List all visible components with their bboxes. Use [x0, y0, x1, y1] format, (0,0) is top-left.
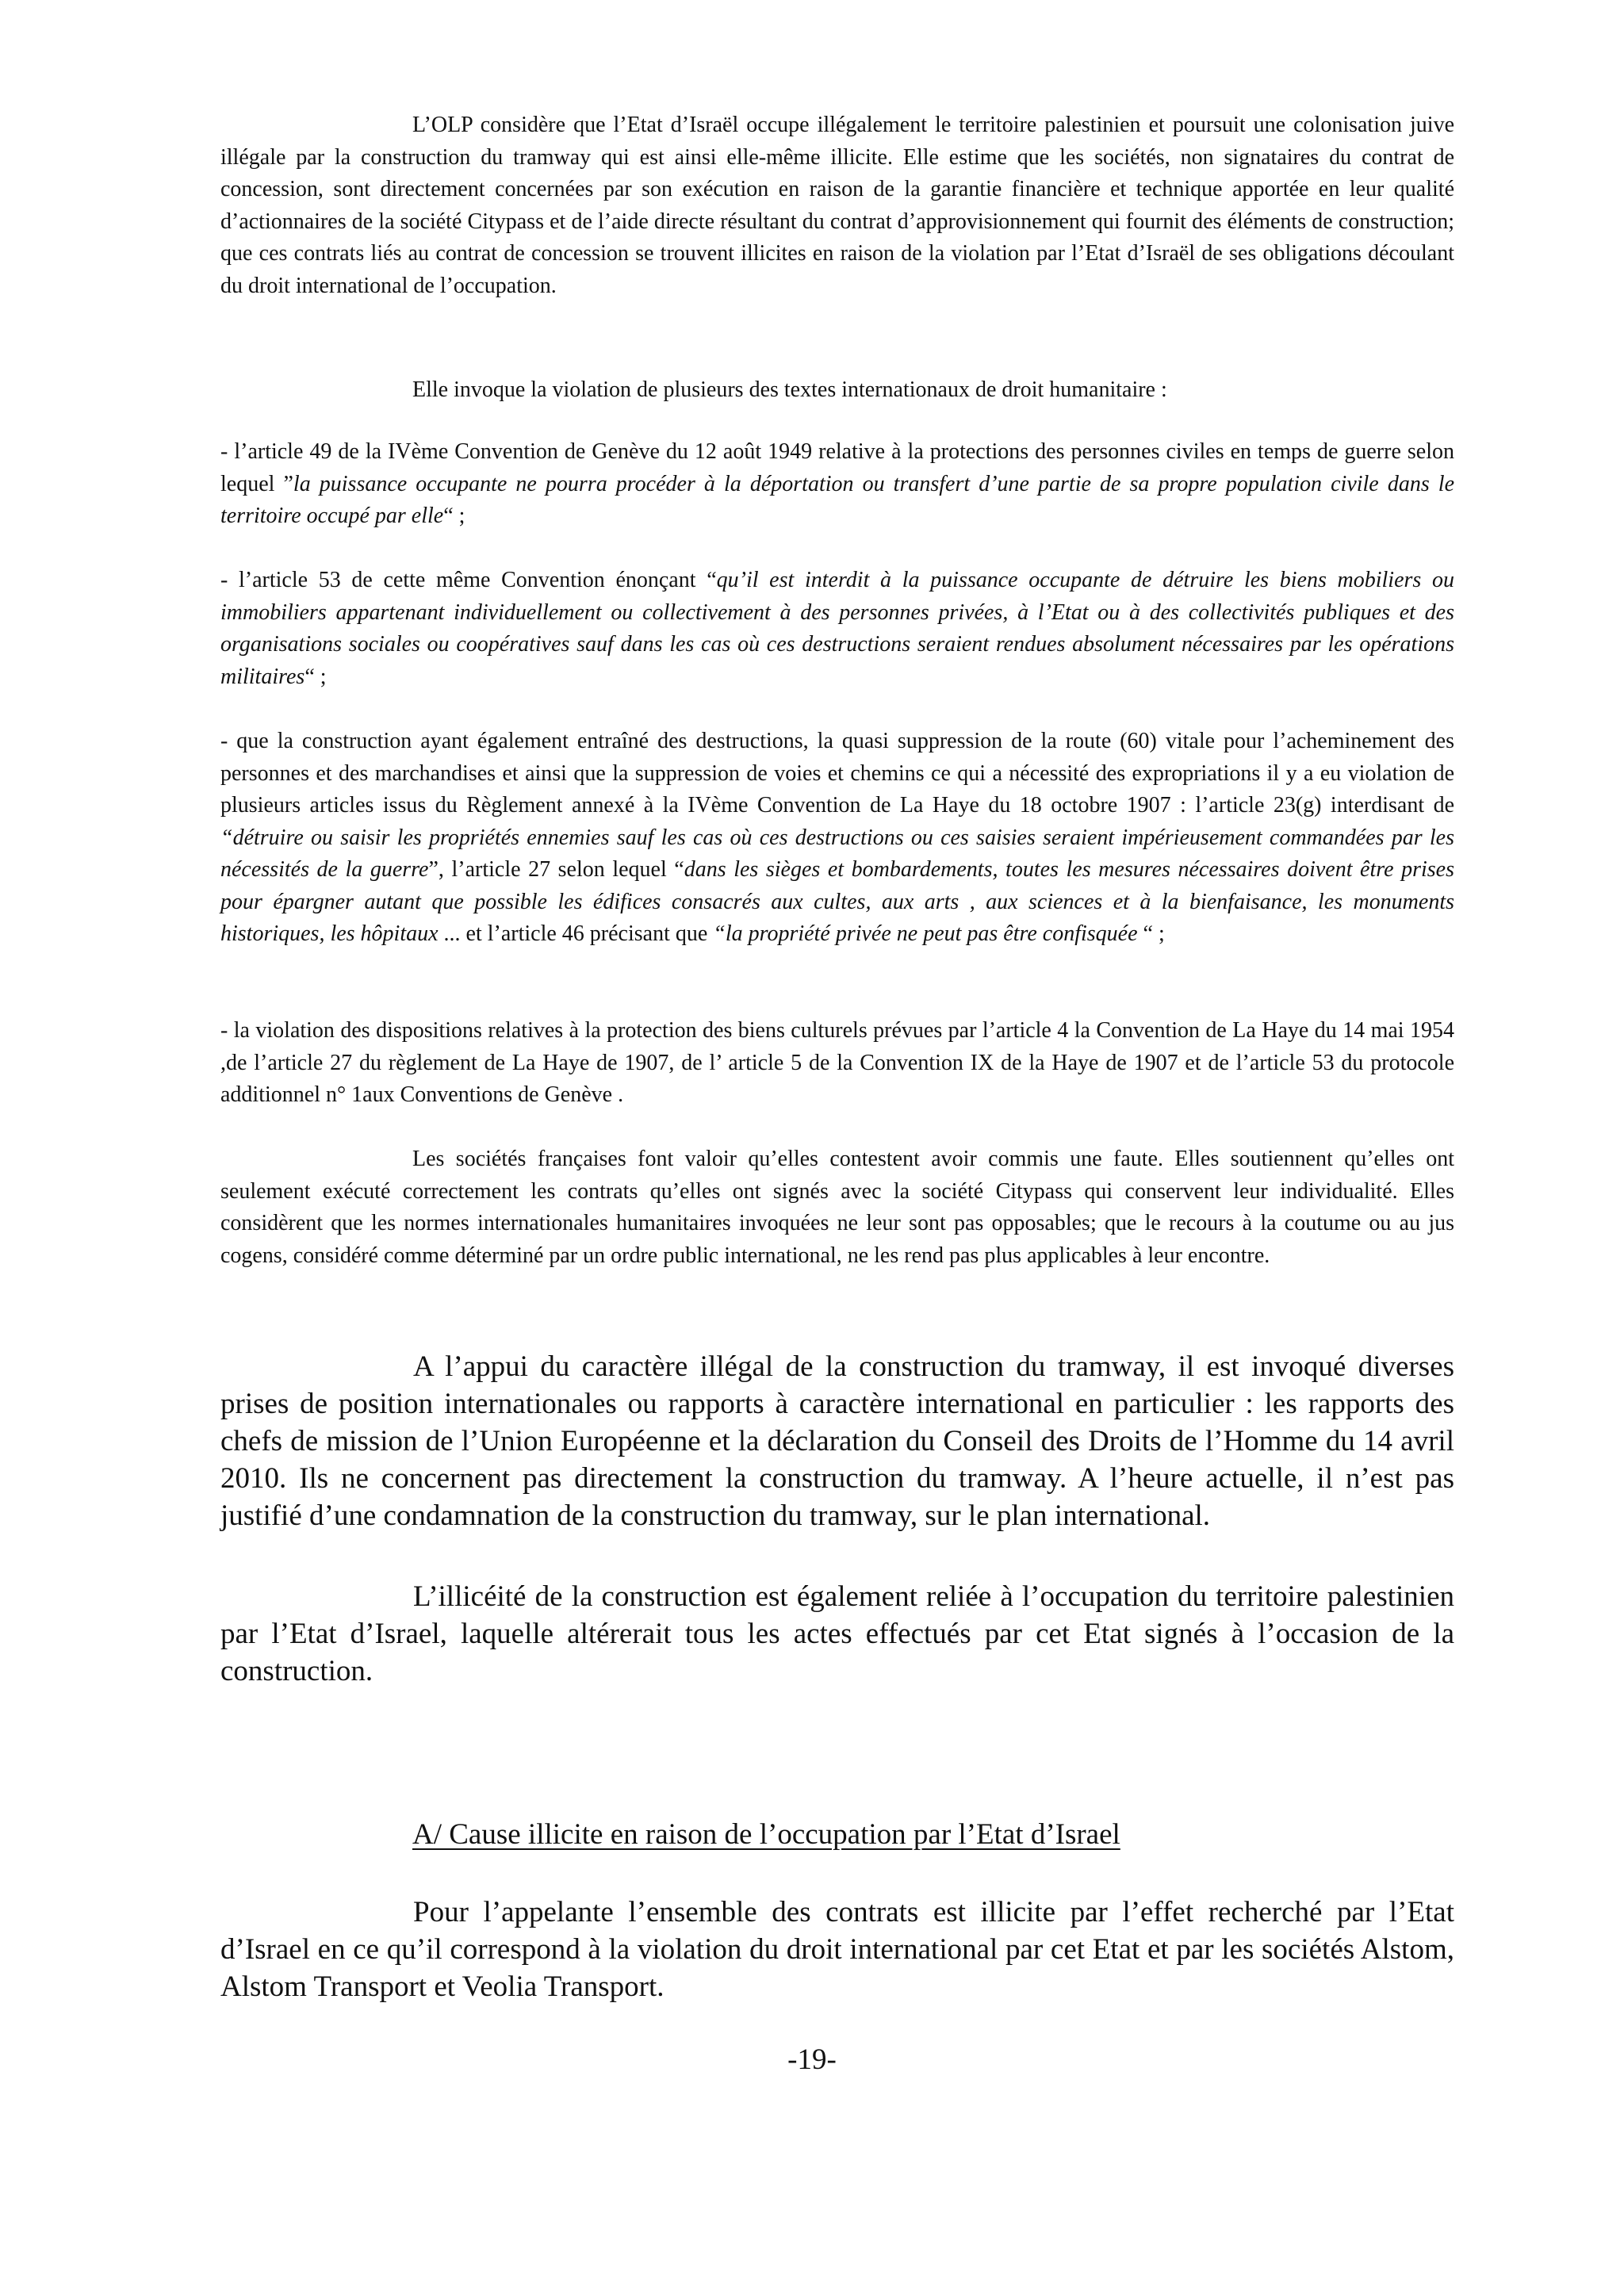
quotation: qu’il est interdit à la puissance occupante de détruire les biens mobiliers ou immobiliers appartenant individuellement ou collectivement à des personnes privées, à l’Etat ou à des collectivités publiques et des organisations sociales ou coopératives sauf dans les cas où ces destructions seraient rendues absolument nécessaires par les opérations militaires	[220, 568, 1454, 689]
quotation: la puissance occupante ne pourra procéder à la déportation ou transfert d’une partie de sa propre population civile dans le territoire occupé par elle	[220, 471, 1454, 528]
text-run: - l’article 49 de la IVème Convention de Genève du 12 août 1949 relative à la protections des personnes civiles en temps de guerre selon lequel ”	[220, 439, 1454, 496]
page-number: -19-	[787, 2043, 837, 2076]
quotation: dans les sièges et bombardements, toutes les mesures nécessaires doivent être prises pour épargner autant que possible les édifices consacrés aux cultes, aux arts , aux sciences et à la bienfaisance, les monuments historiques, les hôpitaux	[220, 857, 1455, 946]
paragraph-olp-claim: L’OLP considère que l’Etat d’Israël occupe illégalement le territoire palestinien et poursuit une colonisation juive illégale par la construction du tramway qui est ainsi elle-même illicite. Elle estime que les sociétés, non signataires du contrat de concession, sont directement concernées par son exécution en raison de la garantie financière et technique apportée en leur qualité d’actionnaires de la société Citypass et de l’aide directe résultant du contrat d’approvisionnement qui fournit des éléments de construction; que ces contrats liés au contrat de concession se trouvent illicites en raison de la violation par l’Etat d’Israël de ses obligations découlant du droit international de l’occupation.	[220, 113, 1454, 298]
section-heading: A/ Cause illicite en raison de l’occupation par l’Etat d’Israel	[412, 1818, 1120, 1851]
quotation: “détruire ou saisir les propriétés ennemies sauf les cas où ces destructions ou ces saisies seraient impérieusement commandées par les nécessités de la guerre	[220, 825, 1454, 882]
text-run: “ ;	[1137, 921, 1165, 946]
text-run: ... et l’article 46 précisant que	[438, 921, 714, 946]
paragraph-international-positions: A l’appui du caractère illégal de la construction du tramway, il est invoqué diverses prises de position internationales ou rapports à caractère international en particulier : les rapports des chefs de mission de l’Union Européenne et la déclaration du Conseil des Droits de l’Homme du 14 avril 2010. Ils ne concernent pas directement la construction du tramway. A l’heure actuelle, il n’est pas justifié d’une condamnation de la construction du tramway, sur le plan international.	[220, 1350, 1454, 1532]
text-run: ”, l’article 27 selon lequel “	[428, 857, 684, 882]
paragraph-invoked-texts: Elle invoque la violation de plusieurs des textes internationaux de droit humanitaire :	[412, 377, 1167, 402]
text-run: - que la construction ayant également entraîné des destructions, la quasi suppression de la route (60) vitale pour l’acheminement des personnes et des marchandises et ainsi que la suppression de voies et chemins ce qui a nécessité des expropriations il y a eu violation de plusieurs articles issus du Règlement annexé à la IVème Convention de La Haye du 18 octobre 1907 : l’article 23(g) interdisant de	[220, 729, 1454, 818]
paragraph-hague-regulation	[220, 726, 1454, 951]
paragraph-cultural-property: - la violation des dispositions relatives à la protection des biens culturels prévues par l’article 4 la Convention de La Haye du 14 mai 1954 ,de l’article 27 du règlement de La Haye de 1907, de l’ article 5 de la Convention IX de la Haye de 1907 et de l’article 53 du protocole additionnel n° 1aux Conventions de Genève .	[220, 1018, 1454, 1107]
paragraph-illegality-occupation: L’illicéité de la construction est également reliée à l’occupation du territoire palestinien par l’Etat d’Israel, laquelle altérerait tous les actes effectués par cet Etat signés à l’occasion de la construction.	[220, 1580, 1454, 1687]
text-run: “ ;	[443, 504, 465, 528]
paragraph-appellant-position: Pour l’appelante l’ensemble des contrats est illicite par l’effet recherché par l’Etat d’Israel en ce qu’il correspond à la violation du droit international par cet Etat et par les sociétés Alstom, Alstom Transport et Veolia Transport.	[220, 1896, 1454, 2003]
text-run: - l’article 53 de cette même Convention énonçant “	[220, 568, 717, 592]
text-run: “ ;	[304, 664, 327, 689]
paragraph-article-49	[220, 436, 1454, 533]
paragraph-article-53	[220, 565, 1454, 693]
paragraph-french-companies: Les sociétés françaises font valoir qu’elles contestent avoir commis une faute. Elles soutiennent qu’elles ont seulement exécuté correctement les contrats qu’elles ont signés avec la société Citypass qui conservent leur individualité. Elles considèrent que les normes internationales humanitaires invoquées ne leur sont pas opposables; que le recours à la coutume ou au jus cogens, considéré comme déterminé par un ordre public international, ne les rend pas plus applicables à leur encontre.	[220, 1147, 1454, 1268]
quotation: “la propriété privée ne peut pas être confisquée	[713, 921, 1138, 946]
